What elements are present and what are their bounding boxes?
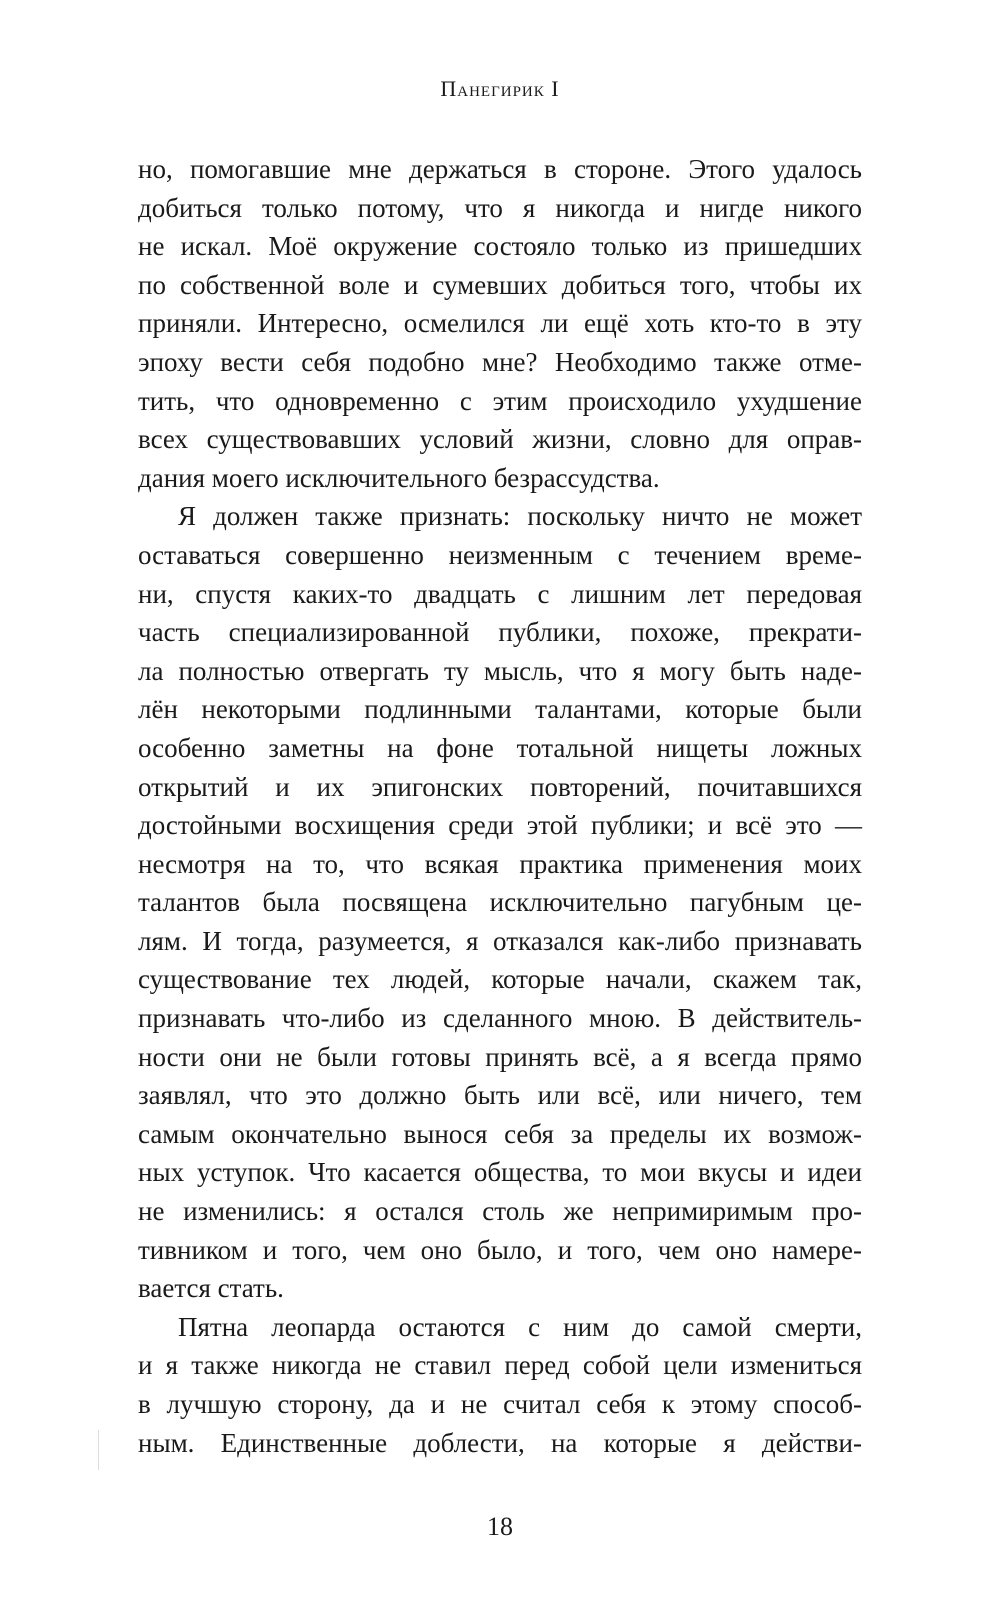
- text-line: ным. Единственные доблести, на которые я действи-: [138, 1427, 862, 1458]
- body-text: [138, 150, 862, 1462]
- text-line: по собственной воле и сумевших добиться того, чтобы их: [138, 269, 862, 300]
- text-line: и я также никогда не ставил перед собой цели измениться: [138, 1350, 862, 1381]
- text-line: ла полностью отвергать ту мысль, что я могу быть наде-: [138, 655, 862, 686]
- text-line: тить, что одновременно с этим происходило ухудшение: [138, 385, 862, 416]
- text-line: особенно заметны на фоне тотальной нищеты ложных: [138, 732, 862, 763]
- paragraph: [138, 1308, 862, 1462]
- paragraph: [138, 497, 862, 1307]
- text-line: эпоху вести себя подобно мне? Необходимо также отме-: [138, 346, 862, 377]
- text-line: заявлял, что это должно быть или всё, или ничего, тем: [138, 1080, 862, 1111]
- text-line: Я должен также признать: поскольку ничто не может: [178, 501, 862, 532]
- text-line: ных уступок. Что касается общества, то мои вкусы и идеи: [138, 1157, 862, 1188]
- text-line: часть специализированной публики, похоже, прекрати-: [138, 617, 862, 648]
- text-line: лён некоторыми подлинными талантами, которые были: [138, 694, 862, 725]
- text-line: оставаться совершенно неизменным с течением време-: [138, 539, 862, 570]
- text-line: достойными восхищения среди этой публики; и всё это —: [138, 810, 862, 841]
- text-line: несмотря на то, что всякая практика применения моих: [138, 848, 862, 879]
- text-line: не искал. Моё окружение состояло только из пришедших: [138, 231, 862, 262]
- page-number: 18: [487, 1512, 513, 1541]
- text-line: открытий и их эпигонских повторений, почитавшихся: [138, 771, 862, 802]
- text-line: лям. И тогда, разумеется, я отказался как-либо признавать: [138, 925, 862, 956]
- text-line: в лучшую сторону, да и не считал себя к этому способ-: [138, 1389, 862, 1419]
- text-line: признавать что-либо из сделанного мною. В действитель-: [138, 1003, 862, 1034]
- text-line: но, помогавшие мне держаться в стороне. Этого удалось: [138, 154, 862, 184]
- text-line: не изменились: я остался столь же непримиримым про-: [138, 1196, 862, 1227]
- text-line: всех существовавших условий жизни, словно для оправ-: [138, 424, 862, 455]
- text-line: ности они не были готовы принять всё, а я всегда прямо: [138, 1041, 862, 1072]
- text-line: тивником и того, чем оно было, и того, чем оно намере-: [138, 1234, 862, 1265]
- text-line: Пятна леопарда остаются с ним до самой смерти,: [178, 1311, 862, 1342]
- text-line: дания моего исключительного безрассудства.: [138, 462, 660, 493]
- text-line: добиться только потому, что я никогда и нигде никого: [138, 192, 862, 223]
- text-line: приняли. Интересно, осмелился ли ещё хоть кто-то в эту: [138, 308, 862, 339]
- text-line: существование тех людей, которые начали, скажем так,: [138, 964, 862, 995]
- running-title: Панегирик I: [440, 76, 560, 101]
- text-line: вается стать.: [138, 1273, 284, 1304]
- paragraph: [138, 150, 862, 497]
- text-line: самым окончательно вынося себя за пределы их возмож-: [138, 1118, 862, 1149]
- margin-mark: [98, 1430, 99, 1470]
- text-line: ни, спустя каких-то двадцать с лишним лет передовая: [138, 578, 862, 609]
- text-line: талантов была посвящена исключительно пагубным це-: [138, 887, 862, 918]
